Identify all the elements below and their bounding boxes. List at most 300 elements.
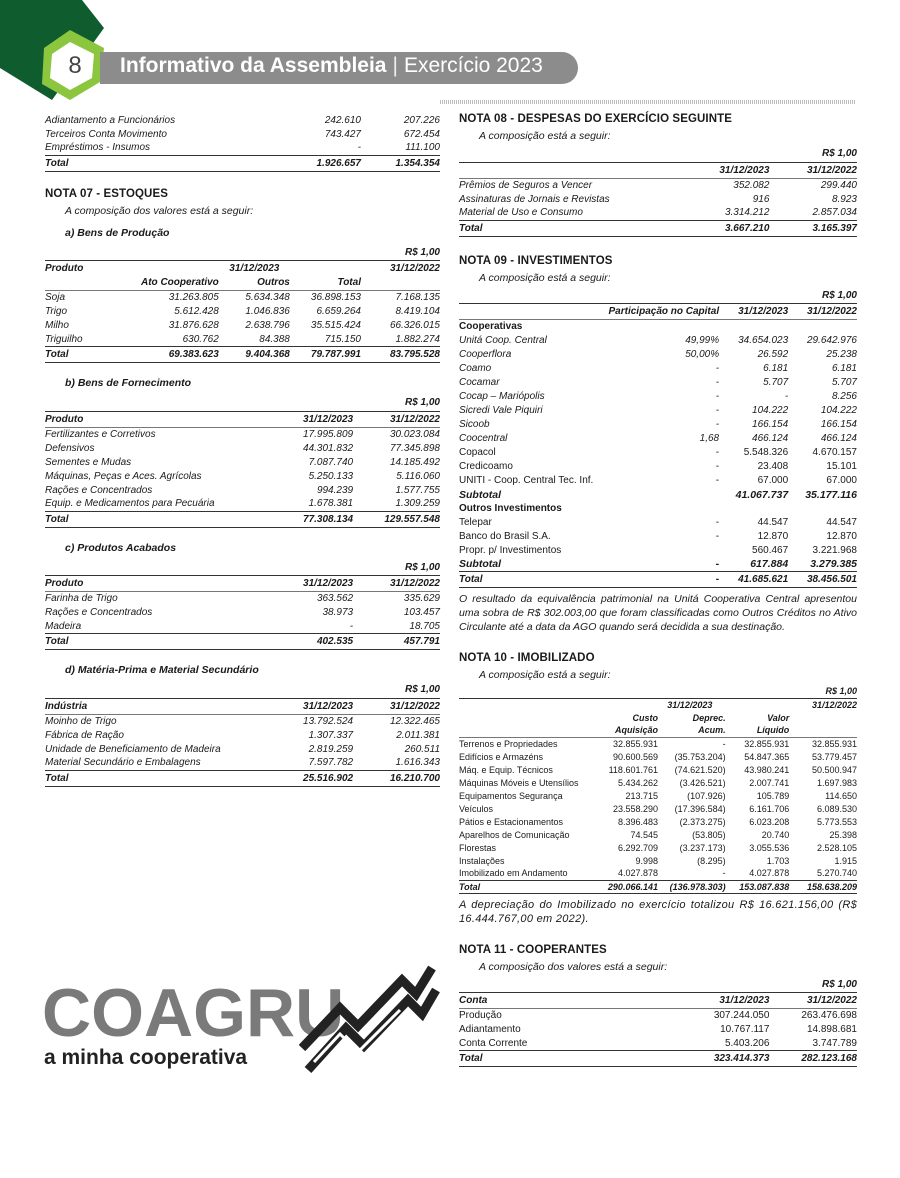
table-row xyxy=(459,348,857,362)
table-cell: 31.876.628 xyxy=(168,320,219,331)
table-cell: Conta Corrente xyxy=(459,1037,528,1049)
table-cell: 1.678.381 xyxy=(308,498,354,510)
table-cell: 6.023.208 xyxy=(749,816,790,827)
nota-10 xyxy=(459,652,857,926)
nota-11-intro: A composição dos valores está a seguir: xyxy=(479,960,668,973)
table-row xyxy=(459,502,857,516)
table-cell: (74.621.520) xyxy=(674,764,726,775)
table-cell: Adiantamento xyxy=(459,1024,521,1035)
table-row xyxy=(459,404,857,418)
table-cell: - xyxy=(722,738,726,749)
table-cell: Total xyxy=(459,220,682,236)
col-header: 31/12/2022 xyxy=(789,698,857,711)
table-cell: Participação no Capital xyxy=(609,304,720,320)
table-cell: 1.697.983 xyxy=(816,777,857,788)
table-cell: 7.168.135 xyxy=(395,292,440,304)
table-cell: 263.476.698 xyxy=(801,1010,857,1022)
table-cell: 67.000 xyxy=(826,475,857,486)
table-cell: Subtotal xyxy=(459,488,501,501)
table-row xyxy=(45,714,440,728)
table-cell: 50,00% xyxy=(685,349,720,360)
table-cell: 363.562 xyxy=(316,593,354,605)
nota-11 xyxy=(459,944,857,1068)
table-cell: 715.150 xyxy=(324,333,361,345)
table-row xyxy=(45,728,440,742)
table-cell: R$ 1,00 xyxy=(404,561,440,573)
table-cell: 38.973 xyxy=(322,607,354,618)
header-row xyxy=(45,698,440,714)
table-row xyxy=(459,334,857,348)
table-cell: 31/12/2023 xyxy=(682,993,770,1009)
table-cell: - xyxy=(715,363,720,374)
table-row xyxy=(459,763,857,776)
table-row xyxy=(459,192,857,206)
table-cell: Veículos xyxy=(459,803,494,814)
table-cell: 49,99% xyxy=(685,335,720,346)
table-cell: 12.322.465 xyxy=(389,715,440,727)
table-cell: 2.857.034 xyxy=(812,207,857,219)
table-row xyxy=(45,113,440,127)
table-cell: Total xyxy=(45,634,266,650)
top-continuation xyxy=(45,113,440,172)
table-cell: Total xyxy=(459,880,590,893)
table-cell: Sicoob xyxy=(459,419,490,430)
nota-11-title: NOTA 11 - COOPERANTES xyxy=(459,943,607,956)
table-cell: Total xyxy=(45,155,262,171)
table-row xyxy=(45,291,440,305)
table-cell: 8.396.483 xyxy=(617,816,658,827)
table-row xyxy=(459,841,857,854)
table-row xyxy=(459,288,857,304)
table-row xyxy=(45,483,440,497)
table-cell: 213.715 xyxy=(625,790,658,801)
nota-09-title: NOTA 09 - INVESTIMENTOS xyxy=(459,254,613,267)
table-cell: 2.819.259 xyxy=(308,743,354,755)
table-cell: 323.414.373 xyxy=(682,1051,770,1067)
table-row xyxy=(459,802,857,815)
table-cell: Florestas xyxy=(459,842,497,853)
table-cell: Cooperflora xyxy=(459,349,512,360)
table-cell: Propr. p/ Investimentos xyxy=(459,545,562,556)
table-cell: 31/12/2023 xyxy=(682,162,770,178)
table-cell: 103.457 xyxy=(403,607,440,618)
table-cell: 8.419.104 xyxy=(395,306,440,317)
nota-09 xyxy=(459,255,857,635)
table-cell: Adiantamento a Funcionários xyxy=(45,114,176,126)
table-cell: 1.307.337 xyxy=(308,729,354,741)
table-cell: 5.612.428 xyxy=(174,306,219,317)
table-cell xyxy=(459,304,609,320)
table-bens-fornecimento xyxy=(45,395,440,528)
total-row xyxy=(45,770,440,786)
table-cell: 50.500.947 xyxy=(811,764,857,775)
table-cell xyxy=(719,320,788,334)
table-cell: Madeira xyxy=(45,620,82,632)
table-row xyxy=(45,455,440,469)
table-cell: 25.516.902 xyxy=(266,770,353,786)
header-row xyxy=(45,576,440,592)
logo-tagline: a minha cooperativa xyxy=(44,1046,248,1069)
table-cell: 916 xyxy=(752,193,770,205)
col-header: Total xyxy=(337,277,361,289)
table-cell xyxy=(609,320,720,334)
total-row xyxy=(45,511,440,527)
table-cell: Indústria xyxy=(45,698,266,714)
table-cell: - xyxy=(715,461,720,472)
table-cell: 1.577.755 xyxy=(395,484,440,496)
table-cell: 402.535 xyxy=(266,634,353,650)
table-cell: Prêmios de Seguros a Vencer xyxy=(459,179,593,191)
table-cell: R$ 1,00 xyxy=(821,978,857,990)
table-cell: 9.404.368 xyxy=(219,347,290,363)
table-cell: Produto xyxy=(45,576,266,592)
table-row xyxy=(45,742,440,756)
table-cell: 5.403.206 xyxy=(724,1037,770,1049)
nota-09-note: O resultado da equivalência patrimonial na Unitá Cooperativa Central apresentou uma sobra de R$ 302.003,00 que foram classificadas como Outros Créditos no Ativo Circulante até a data da AGO quando será decidida a sua destinação. xyxy=(459,593,857,633)
table-cell: Fertilizantes e Corretivos xyxy=(45,428,156,440)
table-cell: 6.089.530 xyxy=(816,803,857,814)
unit-label: R$ 1,00 xyxy=(404,246,440,258)
table-cell: 166.154 xyxy=(820,419,857,430)
table-cell: 2.007.741 xyxy=(749,777,790,788)
nota-07-c-title: c) Produtos Acabados xyxy=(65,541,177,554)
table-cell xyxy=(609,488,720,502)
table-row xyxy=(459,776,857,789)
table-cell: 3.314.212 xyxy=(724,207,770,219)
table-cell: 5.250.133 xyxy=(308,470,354,482)
nota-08 xyxy=(459,113,857,237)
table-cell: 6.292.709 xyxy=(617,842,658,853)
table-cell: 153.087.838 xyxy=(726,880,790,893)
table-cell: 83.795.528 xyxy=(361,347,440,363)
table-cell: 26.592 xyxy=(757,349,789,360)
table-cell: 4.027.878 xyxy=(617,868,658,879)
table-cell: 10.767.117 xyxy=(720,1024,770,1035)
table-cell: 105.789 xyxy=(756,790,790,801)
table-cell: 1.046.836 xyxy=(245,306,290,317)
table-cell: 129.557.548 xyxy=(353,511,440,527)
table-cell: (17.396.584) xyxy=(674,803,726,814)
table-cell: 31/12/2023 xyxy=(266,576,353,592)
table-cell: Equipamentos Segurança xyxy=(459,790,563,801)
table-cell: 207.226 xyxy=(403,114,440,126)
table-row xyxy=(45,560,440,576)
table-row xyxy=(459,390,857,404)
table-cell: Total xyxy=(45,770,266,786)
table-cell: Sicredi Vale Piquiri xyxy=(459,405,543,416)
table-cell: Outros Investimentos xyxy=(459,503,562,514)
col-header: 31/12/2023 xyxy=(590,698,789,711)
table-cell: 14.898.681 xyxy=(806,1024,857,1035)
table-cell: Trigo xyxy=(45,306,68,317)
col-header: Deprec. xyxy=(692,712,726,723)
table-cell: R$ 1,00 xyxy=(404,397,440,409)
table-cell: Copacol xyxy=(459,447,496,458)
table-cell: Rações e Concentrados xyxy=(45,607,153,618)
table-cell: 67.000 xyxy=(757,475,789,486)
table-cell: 44.301.832 xyxy=(303,442,354,454)
table-cell: Instalações xyxy=(459,855,505,866)
table-cell: Empréstimos - Insumos xyxy=(45,142,151,154)
header-title: Informativo da Assembleia | Exercício 2023 xyxy=(120,54,543,77)
table-cell: Máq. e Equip. Técnicos xyxy=(459,764,553,775)
table-cell: Coocentral xyxy=(459,433,508,444)
table-cell: 31/12/2023 xyxy=(719,304,788,320)
col-header: Valor xyxy=(767,712,790,723)
table-cell: 84.388 xyxy=(259,333,290,345)
table-cell: - xyxy=(349,620,354,632)
table-cell: 31/12/2022 xyxy=(769,993,857,1009)
table-cell: 66.326.015 xyxy=(389,320,440,331)
table-row xyxy=(459,977,857,993)
table-cell: Total xyxy=(459,1051,682,1067)
table-row xyxy=(45,592,440,606)
table-cell: 31/12/2022 xyxy=(353,411,440,427)
table-cell xyxy=(788,320,857,334)
table-cell: 79.787.991 xyxy=(290,347,361,363)
table-cell: Cocamar xyxy=(459,377,500,388)
table-cell: 12.870 xyxy=(826,531,857,542)
table-cell xyxy=(719,502,788,516)
table-cell: 77.308.134 xyxy=(266,511,353,527)
table-cell: 43.980.241 xyxy=(744,764,790,775)
table-cell: 36.898.153 xyxy=(310,292,361,304)
table-cell: 23.558.290 xyxy=(612,803,658,814)
table-cell: 31/12/2022 xyxy=(769,162,857,178)
table-row xyxy=(45,127,440,141)
table-cell: 29.642.976 xyxy=(806,335,857,346)
table-cell: 3.165.397 xyxy=(769,220,857,236)
table-cell: 74.545 xyxy=(630,829,658,840)
page-number: 8 xyxy=(68,52,82,79)
table-row xyxy=(459,320,857,334)
table-row xyxy=(459,488,857,502)
table-cell: 35.177.116 xyxy=(805,488,857,501)
table-cell: 242.610 xyxy=(324,114,361,126)
table-cell: 290.066.141 xyxy=(590,880,658,893)
table-row xyxy=(459,750,857,763)
nota-08-title: NOTA 08 - DESPESAS DO EXERCÍCIO SEGUINTE xyxy=(459,113,733,125)
table-cell: 53.779.457 xyxy=(811,751,857,762)
table-cell: Soja xyxy=(45,292,66,304)
table-cell: - xyxy=(715,447,720,458)
logo-wordmark: COAGRU xyxy=(42,975,345,1051)
table-cell: R$ 1,00 xyxy=(821,289,857,301)
table-row xyxy=(45,497,440,511)
table-row xyxy=(459,854,857,867)
nota-10-intro: A composição está a seguir: xyxy=(479,669,611,681)
logo-graphic xyxy=(40,960,440,1090)
table-cell: 466.124 xyxy=(752,433,789,444)
table-cell: 260.511 xyxy=(404,743,440,755)
table-cell: 282.123.168 xyxy=(769,1051,857,1067)
nota-09-intro: A composição está a seguir: xyxy=(479,271,611,284)
table-cell: 3.747.789 xyxy=(812,1037,857,1049)
table-cell: Cooperativas xyxy=(459,321,523,333)
table-row xyxy=(45,319,440,333)
col-header: Outros xyxy=(257,277,290,289)
table-cell: Moinho de Trigo xyxy=(45,715,117,727)
table-row xyxy=(45,141,440,155)
table-cell: (136.978.303) xyxy=(658,880,726,893)
table-cell: Banco do Brasil S.A. xyxy=(459,531,551,542)
table-cell xyxy=(788,502,857,516)
table-cell: 31/12/2022 xyxy=(353,576,440,592)
col-header: Custo xyxy=(632,712,658,723)
table-cell: - xyxy=(715,391,720,402)
table-cell: 994.239 xyxy=(316,484,354,496)
table-row xyxy=(45,305,440,319)
table-row xyxy=(45,756,440,770)
table-cell: - xyxy=(715,405,720,416)
table-cell: 23.408 xyxy=(757,461,789,472)
table-cell: 2.528.105 xyxy=(816,842,857,853)
table-cell: - xyxy=(722,868,726,879)
table-cell: 30.023.084 xyxy=(389,428,440,440)
table-row xyxy=(459,867,857,880)
table-cell: 1.703 xyxy=(766,855,790,866)
table-row xyxy=(459,376,857,390)
table-cell: 352.082 xyxy=(733,179,770,191)
table-cell: 6.659.264 xyxy=(316,306,361,317)
table-cell: 31/12/2022 xyxy=(353,698,440,714)
nota-07-title: NOTA 07 - ESTOQUES xyxy=(45,187,168,200)
table-cell: Triguilho xyxy=(45,333,83,345)
table-cell: 13.792.524 xyxy=(303,715,354,727)
table-cell: 466.124 xyxy=(820,433,857,444)
table-cell: 5.773.553 xyxy=(816,816,857,827)
nota-07-d-title: d) Matéria-Prima e Material Secundário xyxy=(65,664,259,676)
table-cell: Pátios e Estacionamentos xyxy=(459,816,564,827)
total-row xyxy=(459,572,857,588)
table-cell: Cocap – Mariópolis xyxy=(459,391,545,402)
nota-07-intro: A composição dos valores está a seguir: xyxy=(65,204,254,217)
table-cell: 114.650 xyxy=(825,790,857,801)
table-cell: 1.309.259 xyxy=(395,498,440,510)
table-cell: 18.705 xyxy=(409,620,440,632)
table-cooperantes xyxy=(459,977,857,1068)
table-cell: 54.847.365 xyxy=(744,751,790,762)
table-cell: R$ 1,00 xyxy=(821,148,857,160)
table-row xyxy=(45,620,440,634)
table-row xyxy=(459,737,857,750)
table-cell: 7.087.740 xyxy=(308,456,354,468)
table-cell: 104.222 xyxy=(752,405,789,416)
table-cell: 9.998 xyxy=(635,855,658,866)
table-cell: 32.855.931 xyxy=(612,738,658,749)
table-cell: - xyxy=(357,142,361,154)
table-row xyxy=(459,206,857,220)
table-cell: 1.926.657 xyxy=(262,155,361,171)
table-cell: Fábrica de Ração xyxy=(45,729,124,741)
table-cell: 25.398 xyxy=(829,829,857,840)
table-cell: 4.027.878 xyxy=(749,868,790,879)
table-row xyxy=(459,530,857,544)
table-row xyxy=(459,474,857,488)
table-row xyxy=(45,395,440,411)
table-row xyxy=(459,460,857,474)
table-cell: UNITI - Coop. Central Tec. Inf. xyxy=(459,475,594,486)
table-cell: 166.154 xyxy=(752,419,789,430)
nota-08-intro: A composição está a seguir: xyxy=(479,130,611,142)
table-cell: Terceiros Conta Movimento xyxy=(45,128,167,140)
table-row xyxy=(459,446,857,460)
table-cell xyxy=(459,162,682,178)
table-cell: Edifícios e Armazéns xyxy=(459,751,544,762)
publication-subtitle: Exercício 2023 xyxy=(403,54,543,77)
table-cell: - xyxy=(715,558,720,571)
table-cell: 335.629 xyxy=(403,593,440,605)
table-cell: 16.210.700 xyxy=(353,770,440,786)
table-cell: 1.354.354 xyxy=(361,155,440,171)
table-bens-producao xyxy=(45,245,440,364)
table-cell: 743.427 xyxy=(324,128,361,140)
table-cell: 5.707 xyxy=(763,377,789,388)
table-cell: 104.222 xyxy=(820,405,857,416)
table-cell: 7.597.782 xyxy=(308,757,354,769)
table-cell: Telepar xyxy=(459,517,492,528)
table-cell: Produção xyxy=(459,1010,502,1022)
nota-10-note: A depreciação do Imobilizado no exercício totalizou R$ 16.621.156,00 (R$ 16.444.767,00 em 2022). xyxy=(459,898,857,925)
table-cell xyxy=(609,544,720,558)
table-cell: 2.011.381 xyxy=(396,729,440,741)
table-row xyxy=(459,815,857,828)
table-cell: 1,68 xyxy=(699,433,720,444)
table-cell: 3.221.968 xyxy=(812,545,857,556)
table-cell: 20.740 xyxy=(761,829,790,840)
col-header: Acum. xyxy=(698,725,726,736)
header-rule xyxy=(440,100,855,104)
table-cell: - xyxy=(609,572,720,588)
total-row xyxy=(459,220,857,236)
table-cell: 15.101 xyxy=(826,461,857,472)
table-cell: Rações e Concentrados xyxy=(45,484,153,496)
table-cell: 34.654.023 xyxy=(738,335,789,346)
table-cell: 31/12/2023 xyxy=(266,698,353,714)
total-row xyxy=(459,1051,857,1067)
coagru-logo xyxy=(40,960,440,1090)
table-cell: 32.855.931 xyxy=(811,738,857,749)
table-row xyxy=(459,1009,857,1023)
table-cell: 77.345.898 xyxy=(389,442,440,454)
nota-07-a-title: a) Bens de Produção xyxy=(65,226,170,239)
table-cell: Total xyxy=(45,347,132,363)
table-cell: (53.805) xyxy=(692,829,726,840)
table-cell: (8.295) xyxy=(697,855,726,866)
table-cell: Credicoamo xyxy=(459,461,513,472)
table-cell: - xyxy=(715,419,720,430)
table-investimentos xyxy=(459,288,857,589)
table-row xyxy=(459,516,857,530)
table-cell: Máquinas, Peças e Aces. Agrícolas xyxy=(45,470,202,482)
table-cell: Unidade de Beneficiamento de Madeira xyxy=(45,743,221,755)
table-cell: 8.256 xyxy=(831,391,857,402)
table-row xyxy=(459,1023,857,1037)
table-row xyxy=(45,333,440,347)
table-row xyxy=(459,789,857,802)
col-header: 31/12/2023 xyxy=(219,261,290,276)
table-cell: 630.762 xyxy=(182,333,219,345)
table-cell: 41.067.737 xyxy=(735,488,789,501)
table-cell: 2.638.796 xyxy=(245,320,290,331)
table-cell: 5.634.348 xyxy=(245,292,290,304)
table-cell: Subtotal xyxy=(459,558,501,571)
table-cell: 5.270.740 xyxy=(816,868,857,879)
col-header: Ato Cooperativo xyxy=(141,277,219,289)
total-row xyxy=(45,155,440,171)
table-cell: - xyxy=(715,517,720,528)
table-cell: - xyxy=(715,475,720,486)
